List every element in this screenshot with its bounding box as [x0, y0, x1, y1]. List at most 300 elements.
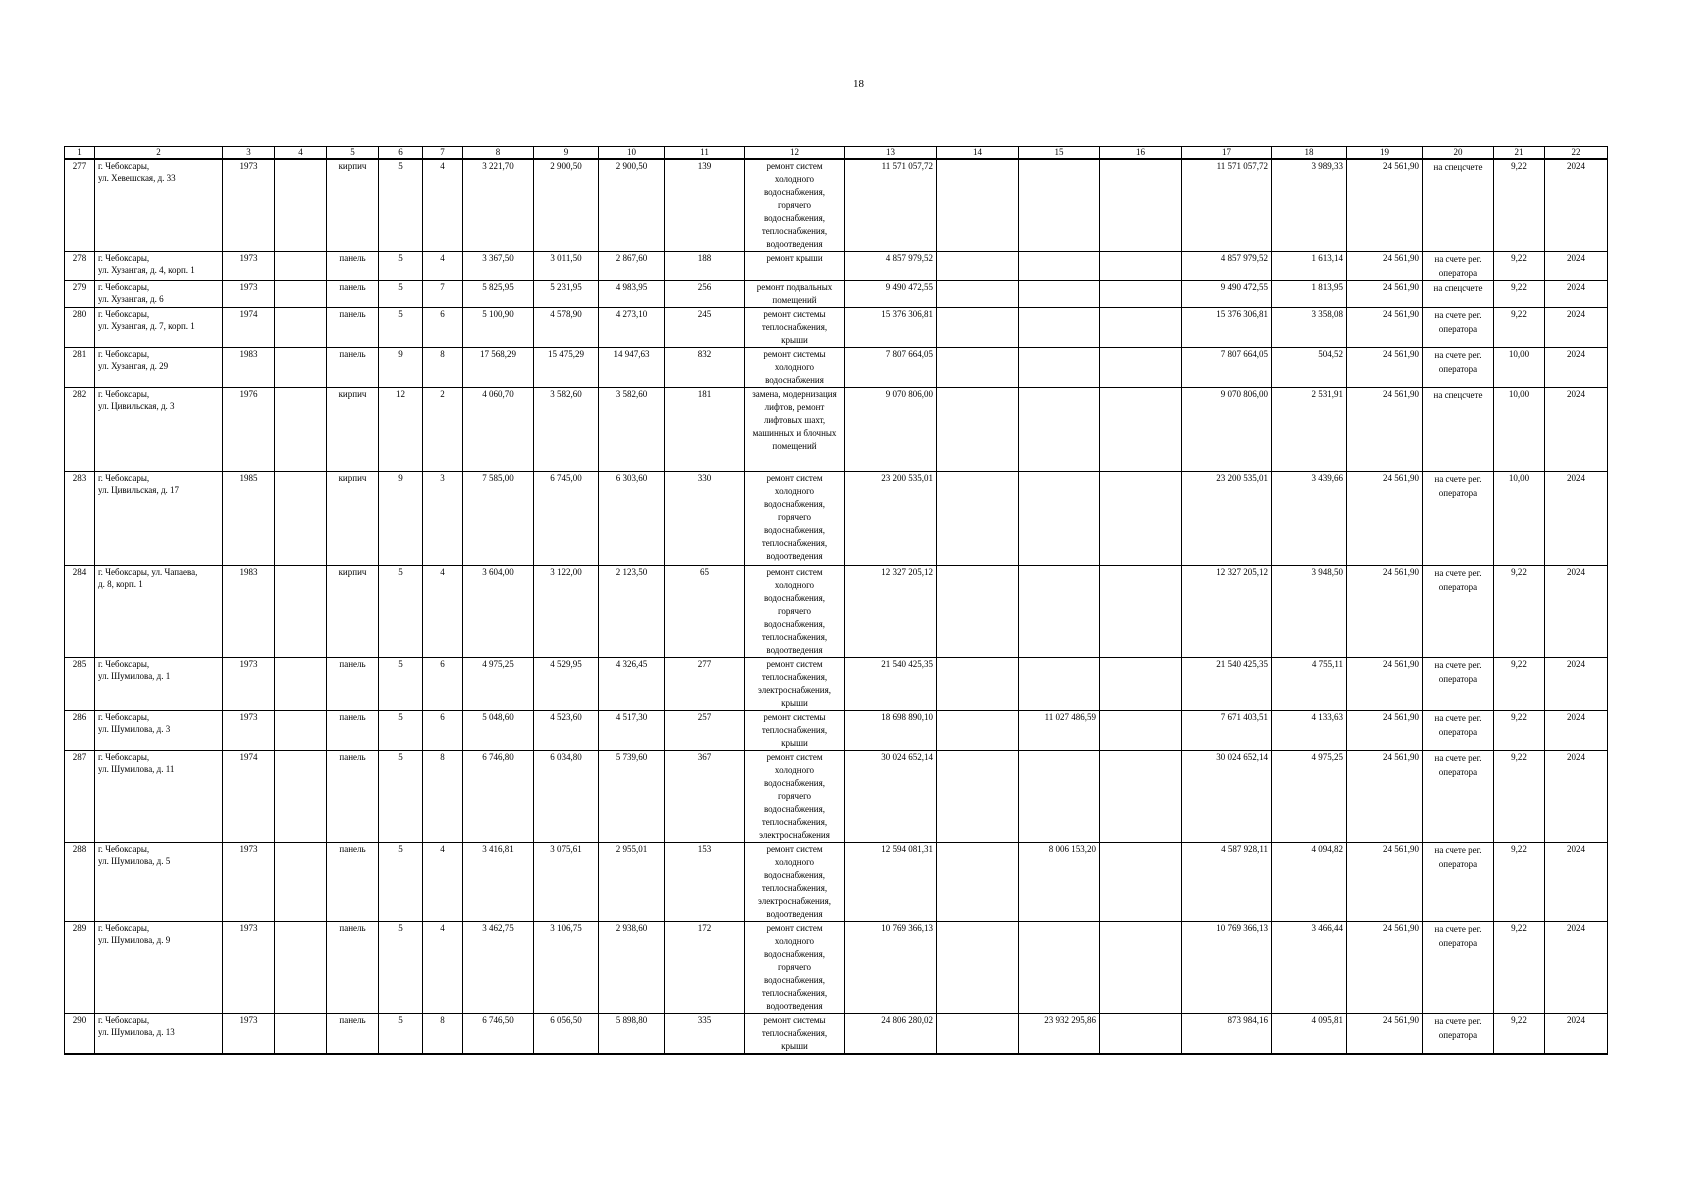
cell-floors: 5 [379, 751, 423, 843]
cell-col14 [937, 922, 1019, 1014]
cell-col17-cost: 15 376 306,81 [1182, 308, 1272, 348]
cell-plan-year: 2024 [1545, 658, 1608, 711]
cell-row-number: 279 [65, 281, 95, 308]
table-row [65, 388, 1608, 472]
cell-total-cost: 9 490 472,55 [845, 281, 937, 308]
cell-total-area: 5 825,95 [463, 281, 534, 308]
cell-build-year: 1973 [223, 281, 275, 308]
cell-entrances: 4 [423, 159, 463, 252]
cell-floors: 5 [379, 159, 423, 252]
table-row [65, 252, 1608, 281]
cell-cost-per-sqm: 4 095,81 [1272, 1014, 1347, 1055]
cell-fund-account: на спецсчете [1423, 159, 1494, 252]
cell-works-description: ремонт крыши [745, 252, 845, 281]
cell-rooms-area: 3 011,50 [534, 252, 599, 281]
cell-col17-cost: 7 807 664,05 [1182, 348, 1272, 388]
cell-cost-per-sqm: 3 948,50 [1272, 566, 1347, 658]
cell-entrances: 8 [423, 751, 463, 843]
cell-col17-cost: 12 327 205,12 [1182, 566, 1272, 658]
cell-total-area: 5 100,90 [463, 308, 534, 348]
cell-col15-cost: 11 027 486,59 [1019, 711, 1100, 751]
cell-limit-per-sqm: 24 561,90 [1347, 658, 1423, 711]
cell-col4 [275, 843, 327, 922]
cell-contribution-rate: 10,00 [1494, 472, 1545, 566]
column-header-12: 12 [745, 147, 845, 160]
cell-col4 [275, 922, 327, 1014]
column-header-10: 10 [599, 147, 665, 160]
cell-living-area: 2 938,60 [599, 922, 665, 1014]
column-header-20: 20 [1423, 147, 1494, 160]
cell-col4 [275, 281, 327, 308]
table-row [65, 751, 1608, 843]
cell-total-area: 7 585,00 [463, 472, 534, 566]
cell-col17-cost: 4 587 928,11 [1182, 843, 1272, 922]
cell-cost-per-sqm: 1 613,14 [1272, 252, 1347, 281]
cell-wall-material: кирпич [327, 159, 379, 252]
table-row [65, 658, 1608, 711]
cell-living-area: 4 273,10 [599, 308, 665, 348]
cell-living-area: 4 326,45 [599, 658, 665, 711]
cell-row-number: 281 [65, 348, 95, 388]
cell-living-area: 2 123,50 [599, 566, 665, 658]
cell-contribution-rate: 9,22 [1494, 159, 1545, 252]
column-header-7: 7 [423, 147, 463, 160]
cell-total-cost: 7 807 664,05 [845, 348, 937, 388]
cell-plan-year: 2024 [1545, 711, 1608, 751]
cell-total-area: 6 746,50 [463, 1014, 534, 1055]
column-header-14: 14 [937, 147, 1019, 160]
cell-row-number: 286 [65, 711, 95, 751]
cell-wall-material: кирпич [327, 566, 379, 658]
cell-col17-cost: 9 070 806,00 [1182, 388, 1272, 472]
cell-row-number: 283 [65, 472, 95, 566]
cell-contribution-rate: 9,22 [1494, 308, 1545, 348]
cell-build-year: 1974 [223, 751, 275, 843]
cell-rooms-area: 15 475,29 [534, 348, 599, 388]
column-header-13: 13 [845, 147, 937, 160]
cell-total-area: 3 367,50 [463, 252, 534, 281]
cell-rooms-area: 3 106,75 [534, 922, 599, 1014]
cell-living-area: 14 947,63 [599, 348, 665, 388]
cell-col4 [275, 751, 327, 843]
table-row [65, 308, 1608, 348]
cell-col14 [937, 308, 1019, 348]
cell-col14 [937, 348, 1019, 388]
cell-col15-cost [1019, 308, 1100, 348]
column-header-21: 21 [1494, 147, 1545, 160]
column-header-17: 17 [1182, 147, 1272, 160]
cell-total-cost: 12 594 081,31 [845, 843, 937, 922]
column-header-22: 22 [1545, 147, 1608, 160]
cell-col15-cost [1019, 388, 1100, 472]
cell-total-cost: 23 200 535,01 [845, 472, 937, 566]
cell-col16 [1100, 281, 1182, 308]
cell-wall-material: панель [327, 308, 379, 348]
cell-address: г. Чебоксары, ул. Шумилова, д. 1 [95, 658, 223, 711]
cell-fund-account: на спецсчете [1423, 388, 1494, 472]
column-header-3: 3 [223, 147, 275, 160]
cell-address: г. Чебоксары, ул. Хузангая, д. 4, корп. 1 [95, 252, 223, 281]
cell-rooms-area: 6 034,80 [534, 751, 599, 843]
cell-rooms-area: 4 529,95 [534, 658, 599, 711]
cell-col15-cost [1019, 348, 1100, 388]
cell-works-description: ремонт систем холодного водоснабжения, горячего водоснабжения, теплоснабжения, водоотведения [745, 566, 845, 658]
cell-col14 [937, 281, 1019, 308]
cell-col16 [1100, 751, 1182, 843]
cell-row-number: 290 [65, 1014, 95, 1055]
cell-fund-account: на счете рег. оператора [1423, 1014, 1494, 1055]
cell-fund-account: на счете рег. оператора [1423, 751, 1494, 843]
cell-address: г. Чебоксары, ул. Цивильская, д. 3 [95, 388, 223, 472]
cell-rooms-area: 3 582,60 [534, 388, 599, 472]
cell-works-description: ремонт систем холодного водоснабжения, горячего водоснабжения, теплоснабжения, водоотведения [745, 159, 845, 252]
cell-plan-year: 2024 [1545, 922, 1608, 1014]
column-header-11: 11 [665, 147, 745, 160]
cell-col17-cost: 10 769 366,13 [1182, 922, 1272, 1014]
cell-wall-material: панель [327, 658, 379, 711]
cell-residents: 139 [665, 159, 745, 252]
cell-fund-account: на счете рег. оператора [1423, 252, 1494, 281]
cell-col17-cost: 9 490 472,55 [1182, 281, 1272, 308]
cell-residents: 172 [665, 922, 745, 1014]
register-table [64, 146, 1608, 1055]
cell-plan-year: 2024 [1545, 348, 1608, 388]
cell-col15-cost [1019, 566, 1100, 658]
cell-cost-per-sqm: 2 531,91 [1272, 388, 1347, 472]
cell-limit-per-sqm: 24 561,90 [1347, 1014, 1423, 1055]
cell-entrances: 4 [423, 566, 463, 658]
column-header-1: 1 [65, 147, 95, 160]
table-row [65, 348, 1608, 388]
cell-col14 [937, 658, 1019, 711]
cell-works-description: ремонт системы теплоснабжения, крыши [745, 1014, 845, 1055]
cell-col15-cost: 8 006 153,20 [1019, 843, 1100, 922]
cell-limit-per-sqm: 24 561,90 [1347, 388, 1423, 472]
cell-contribution-rate: 9,22 [1494, 751, 1545, 843]
cell-entrances: 6 [423, 711, 463, 751]
cell-living-area: 3 582,60 [599, 388, 665, 472]
cell-total-cost: 24 806 280,02 [845, 1014, 937, 1055]
cell-col15-cost: 23 932 295,86 [1019, 1014, 1100, 1055]
cell-row-number: 284 [65, 566, 95, 658]
cell-col15-cost [1019, 472, 1100, 566]
cell-col16 [1100, 843, 1182, 922]
column-header-15: 15 [1019, 147, 1100, 160]
cell-col15-cost [1019, 751, 1100, 843]
cell-total-cost: 11 571 057,72 [845, 159, 937, 252]
cell-row-number: 287 [65, 751, 95, 843]
cell-col17-cost: 4 857 979,52 [1182, 252, 1272, 281]
table-row [65, 566, 1608, 658]
cell-contribution-rate: 9,22 [1494, 843, 1545, 922]
cell-rooms-area: 4 523,60 [534, 711, 599, 751]
cell-col17-cost: 873 984,16 [1182, 1014, 1272, 1055]
cell-works-description: ремонт систем теплоснабжения, электроснабжения, крыши [745, 658, 845, 711]
cell-build-year: 1973 [223, 658, 275, 711]
cell-living-area: 4 983,95 [599, 281, 665, 308]
cell-entrances: 7 [423, 281, 463, 308]
cell-cost-per-sqm: 3 358,08 [1272, 308, 1347, 348]
cell-col14 [937, 159, 1019, 252]
cell-col15-cost [1019, 281, 1100, 308]
cell-cost-per-sqm: 4 755,11 [1272, 658, 1347, 711]
cell-wall-material: панель [327, 711, 379, 751]
cell-col15-cost [1019, 922, 1100, 1014]
cell-limit-per-sqm: 24 561,90 [1347, 252, 1423, 281]
table-row [65, 281, 1608, 308]
cell-floors: 5 [379, 281, 423, 308]
cell-cost-per-sqm: 4 133,63 [1272, 711, 1347, 751]
cell-limit-per-sqm: 24 561,90 [1347, 843, 1423, 922]
column-header-18: 18 [1272, 147, 1347, 160]
cell-col4 [275, 711, 327, 751]
cell-limit-per-sqm: 24 561,90 [1347, 711, 1423, 751]
cell-works-description: ремонт систем холодного водоснабжения, теплоснабжения, электроснабжения, водоотведения [745, 843, 845, 922]
cell-living-area: 2 900,50 [599, 159, 665, 252]
cell-col4 [275, 472, 327, 566]
cell-entrances: 8 [423, 1014, 463, 1055]
cell-limit-per-sqm: 24 561,90 [1347, 281, 1423, 308]
cell-contribution-rate: 9,22 [1494, 658, 1545, 711]
cell-row-number: 289 [65, 922, 95, 1014]
cell-residents: 245 [665, 308, 745, 348]
cell-floors: 5 [379, 922, 423, 1014]
table-row [65, 472, 1608, 566]
cell-address: г. Чебоксары, ул. Шумилова, д. 5 [95, 843, 223, 922]
cell-address: г. Чебоксары, ул. Хузангая, д. 7, корп. 1 [95, 308, 223, 348]
cell-rooms-area: 6 056,50 [534, 1014, 599, 1055]
cell-floors: 5 [379, 566, 423, 658]
cell-fund-account: на счете рег. оператора [1423, 922, 1494, 1014]
cell-col16 [1100, 159, 1182, 252]
cell-contribution-rate: 9,22 [1494, 281, 1545, 308]
cell-total-area: 4 975,25 [463, 658, 534, 711]
cell-col4 [275, 1014, 327, 1055]
cell-col4 [275, 348, 327, 388]
cell-col16 [1100, 252, 1182, 281]
cell-living-area: 4 517,30 [599, 711, 665, 751]
cell-total-cost: 10 769 366,13 [845, 922, 937, 1014]
cell-contribution-rate: 9,22 [1494, 922, 1545, 1014]
cell-col14 [937, 252, 1019, 281]
cell-plan-year: 2024 [1545, 388, 1608, 472]
cell-limit-per-sqm: 24 561,90 [1347, 566, 1423, 658]
cell-works-description: ремонт систем холодного водоснабжения, горячего водоснабжения, теплоснабжения, электроснабжения [745, 751, 845, 843]
cell-col17-cost: 30 024 652,14 [1182, 751, 1272, 843]
cell-works-description: ремонт систем холодного водоснабжения, горячего водоснабжения, теплоснабжения, водоотведения [745, 472, 845, 566]
cell-col14 [937, 566, 1019, 658]
cell-total-cost: 15 376 306,81 [845, 308, 937, 348]
cell-entrances: 4 [423, 843, 463, 922]
cell-fund-account: на счете рег. оператора [1423, 566, 1494, 658]
cell-entrances: 3 [423, 472, 463, 566]
cell-floors: 5 [379, 658, 423, 711]
cell-wall-material: панель [327, 281, 379, 308]
cell-total-area: 4 060,70 [463, 388, 534, 472]
cell-contribution-rate: 9,22 [1494, 252, 1545, 281]
cell-build-year: 1973 [223, 1014, 275, 1055]
cell-total-cost: 18 698 890,10 [845, 711, 937, 751]
cell-col17-cost: 21 540 425,35 [1182, 658, 1272, 711]
cell-col15-cost [1019, 159, 1100, 252]
column-header-16: 16 [1100, 147, 1182, 160]
cell-build-year: 1973 [223, 159, 275, 252]
cell-fund-account: на спецсчете [1423, 281, 1494, 308]
table-body [65, 159, 1608, 1054]
cell-contribution-rate: 10,00 [1494, 348, 1545, 388]
cell-works-description: ремонт системы холодного водоснабжения [745, 348, 845, 388]
cell-col14 [937, 472, 1019, 566]
cell-wall-material: панель [327, 751, 379, 843]
table-row [65, 711, 1608, 751]
cell-residents: 153 [665, 843, 745, 922]
cell-address: г. Чебоксары, ул. Шумилова, д. 9 [95, 922, 223, 1014]
cell-row-number: 280 [65, 308, 95, 348]
cell-residents: 181 [665, 388, 745, 472]
cell-floors: 9 [379, 348, 423, 388]
cell-col14 [937, 843, 1019, 922]
cell-total-cost: 21 540 425,35 [845, 658, 937, 711]
cell-build-year: 1983 [223, 348, 275, 388]
cell-contribution-rate: 9,22 [1494, 566, 1545, 658]
cell-cost-per-sqm: 3 439,66 [1272, 472, 1347, 566]
page-number: 18 [853, 78, 864, 90]
cell-total-area: 3 221,70 [463, 159, 534, 252]
cell-contribution-rate: 9,22 [1494, 711, 1545, 751]
cell-plan-year: 2024 [1545, 843, 1608, 922]
cell-total-area: 3 604,00 [463, 566, 534, 658]
cell-fund-account: на счете рег. оператора [1423, 658, 1494, 711]
cell-wall-material: панель [327, 348, 379, 388]
cell-contribution-rate: 9,22 [1494, 1014, 1545, 1055]
cell-address: г. Чебоксары, ул. Хузангая, д. 29 [95, 348, 223, 388]
cell-col4 [275, 658, 327, 711]
cell-entrances: 4 [423, 922, 463, 1014]
cell-build-year: 1973 [223, 711, 275, 751]
cell-address: г. Чебоксары, ул. Шумилова, д. 13 [95, 1014, 223, 1055]
cell-build-year: 1976 [223, 388, 275, 472]
cell-rooms-area: 6 745,00 [534, 472, 599, 566]
cell-residents: 832 [665, 348, 745, 388]
cell-cost-per-sqm: 3 989,33 [1272, 159, 1347, 252]
cell-total-area: 5 048,60 [463, 711, 534, 751]
cell-fund-account: на счете рег. оператора [1423, 711, 1494, 751]
cell-row-number: 288 [65, 843, 95, 922]
cell-total-area: 3 416,81 [463, 843, 534, 922]
cell-col16 [1100, 711, 1182, 751]
cell-living-area: 2 867,60 [599, 252, 665, 281]
cell-total-cost: 9 070 806,00 [845, 388, 937, 472]
cell-col4 [275, 388, 327, 472]
cell-col16 [1100, 566, 1182, 658]
cell-residents: 188 [665, 252, 745, 281]
cell-wall-material: панель [327, 922, 379, 1014]
cell-address: г. Чебоксары, ул. Шумилова, д. 11 [95, 751, 223, 843]
cell-works-description: замена, модернизация лифтов, ремонт лифтовых шахт, машинных и блочных помещений [745, 388, 845, 472]
cell-plan-year: 2024 [1545, 472, 1608, 566]
column-number-row [65, 147, 1608, 160]
cell-floors: 5 [379, 843, 423, 922]
cell-total-cost: 4 857 979,52 [845, 252, 937, 281]
column-header-6: 6 [379, 147, 423, 160]
cell-build-year: 1983 [223, 566, 275, 658]
column-header-8: 8 [463, 147, 534, 160]
cell-col17-cost: 7 671 403,51 [1182, 711, 1272, 751]
cell-col16 [1100, 658, 1182, 711]
cell-address: г. Чебоксары, ул. Цивильская, д. 17 [95, 472, 223, 566]
cell-row-number: 282 [65, 388, 95, 472]
cell-limit-per-sqm: 24 561,90 [1347, 308, 1423, 348]
cell-wall-material: кирпич [327, 388, 379, 472]
cell-rooms-area: 3 075,61 [534, 843, 599, 922]
cell-entrances: 2 [423, 388, 463, 472]
cell-residents: 65 [665, 566, 745, 658]
cell-cost-per-sqm: 3 466,44 [1272, 922, 1347, 1014]
cell-contribution-rate: 10,00 [1494, 388, 1545, 472]
cell-cost-per-sqm: 1 813,95 [1272, 281, 1347, 308]
cell-cost-per-sqm: 4 094,82 [1272, 843, 1347, 922]
cell-limit-per-sqm: 24 561,90 [1347, 472, 1423, 566]
cell-wall-material: панель [327, 1014, 379, 1055]
cell-residents: 257 [665, 711, 745, 751]
cell-works-description: ремонт системы теплоснабжения, крыши [745, 711, 845, 751]
cell-residents: 256 [665, 281, 745, 308]
cell-address: г. Чебоксары, ул. Чапаева, д. 8, корп. 1 [95, 566, 223, 658]
cell-entrances: 4 [423, 252, 463, 281]
cell-total-area: 6 746,80 [463, 751, 534, 843]
cell-works-description: ремонт подвальных помещений [745, 281, 845, 308]
column-header-19: 19 [1347, 147, 1423, 160]
cell-col14 [937, 1014, 1019, 1055]
cell-fund-account: на счете рег. оператора [1423, 472, 1494, 566]
cell-col15-cost [1019, 658, 1100, 711]
cell-total-area: 3 462,75 [463, 922, 534, 1014]
cell-plan-year: 2024 [1545, 252, 1608, 281]
cell-plan-year: 2024 [1545, 751, 1608, 843]
cell-plan-year: 2024 [1545, 281, 1608, 308]
cell-total-cost: 30 024 652,14 [845, 751, 937, 843]
cell-living-area: 5 898,80 [599, 1014, 665, 1055]
cell-floors: 5 [379, 308, 423, 348]
cell-col14 [937, 711, 1019, 751]
cell-living-area: 6 303,60 [599, 472, 665, 566]
table-row [65, 1014, 1608, 1055]
cell-residents: 367 [665, 751, 745, 843]
cell-entrances: 6 [423, 308, 463, 348]
column-header-5: 5 [327, 147, 379, 160]
cell-build-year: 1974 [223, 308, 275, 348]
cell-living-area: 2 955,01 [599, 843, 665, 922]
cell-plan-year: 2024 [1545, 566, 1608, 658]
cell-cost-per-sqm: 4 975,25 [1272, 751, 1347, 843]
cell-col4 [275, 566, 327, 658]
cell-rooms-area: 5 231,95 [534, 281, 599, 308]
cell-build-year: 1985 [223, 472, 275, 566]
cell-floors: 5 [379, 252, 423, 281]
cell-floors: 5 [379, 711, 423, 751]
cell-floors: 9 [379, 472, 423, 566]
cell-residents: 335 [665, 1014, 745, 1055]
cell-entrances: 6 [423, 658, 463, 711]
cell-floors: 5 [379, 1014, 423, 1055]
cell-works-description: ремонт систем холодного водоснабжения, горячего водоснабжения, теплоснабжения, водоотведения [745, 922, 845, 1014]
cell-rooms-area: 4 578,90 [534, 308, 599, 348]
column-header-9: 9 [534, 147, 599, 160]
cell-col16 [1100, 308, 1182, 348]
cell-col16 [1100, 922, 1182, 1014]
cell-fund-account: на счете рег. оператора [1423, 843, 1494, 922]
cell-address: г. Чебоксары, ул. Хевешская, д. 33 [95, 159, 223, 252]
